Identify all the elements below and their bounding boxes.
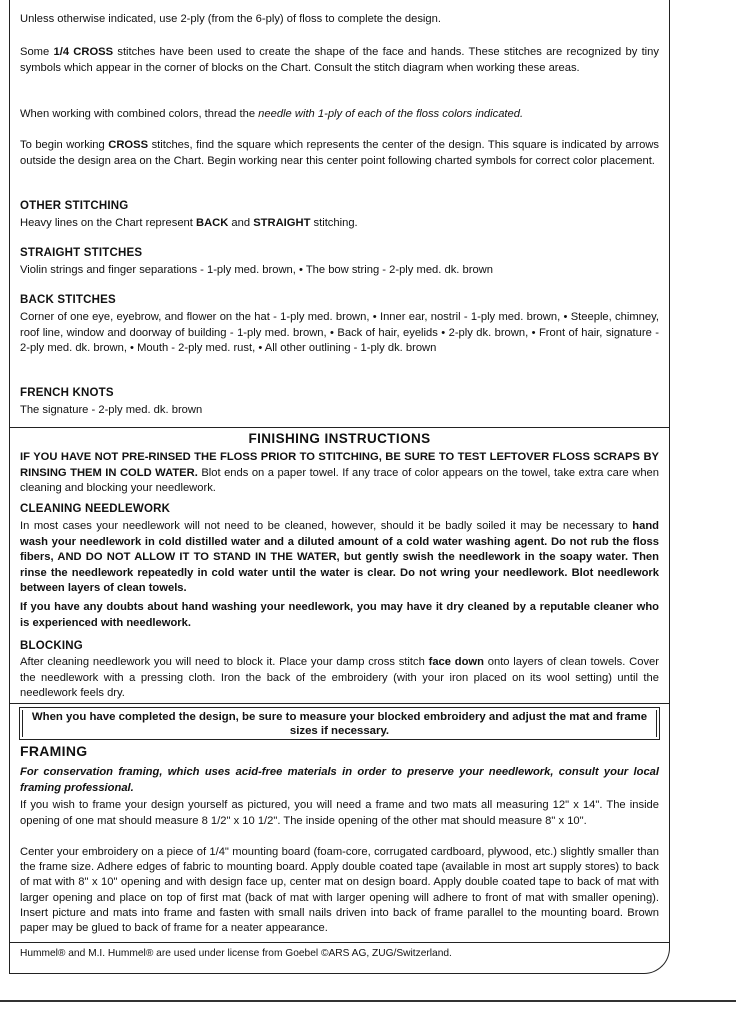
quarter-cross-note (20, 45, 659, 76)
framing-heading: FRAMING (20, 743, 88, 759)
combined-colors-note (20, 107, 659, 123)
text-span: Some (20, 46, 54, 58)
back-stitches-heading: BACK STITCHES (20, 294, 116, 306)
bold-span: hand wash your needlework in cold distilled water and a diluted amount of a cold water washing agent. Do not rub the floss fibers, AND DO NOT ALLOW IT TO STAND IN THE WATER, but gently swish the needlework in the soapy water. Then rinse the needlework repeatedly in cold water until the water is clear. Do not wring your needlework. Blot needlework between layers of clean towels. (20, 520, 659, 595)
straight-stitches-text: Violin strings and finger separations - 1-ply med. brown, • The bow string - 2-ply med. dk. brown (20, 264, 493, 276)
cross-keyword: CROSS (69, 46, 114, 58)
other-stitching-heading: OTHER STITCHING (20, 200, 129, 212)
text-span: stitches have been used to create the shape of the face and hands. These stitches are recognized by tiny symbols which appear in the corner of blocks on the Chart. Consult the stitch diagram when working these areas. (20, 46, 659, 74)
italic-span: needle with 1-ply of each of the floss colors indicated. (258, 108, 524, 120)
text-span: stitches, find the square which represents the center of the design. This square is indicated by arrows outside the design area on the Chart. Begin working near this center point following charted symbols for correct color placement. (20, 139, 659, 167)
back-stitches-text: Corner of one eye, eyebrow, and flower on the hat - 1-ply med. brown, • Inner ear, nostril - 1-ply med. brown, • Steeple, chimney, roof line, window and doorway of building - 1-ply med. brown, • Back of hair, eyelids • 2-ply dk. brown, • Front of hair, signature - 2-ply med. dk. brown, • Mouth - 2-ply med. rust, • All other outlining - 1-ply dk. brown (20, 311, 659, 355)
text-span: stitching. (310, 217, 358, 229)
center-start-note (20, 138, 659, 169)
straight-keyword: STRAIGHT (253, 217, 311, 229)
finishing-title: FINISHING INSTRUCTIONS (248, 431, 431, 446)
license-footer: Hummel® and M.I. Hummel® are used under license from Goebel ©ARS AG, ZUG/Switzerland. (20, 948, 452, 959)
blocking-text (20, 655, 659, 702)
finishing-instructions-section (10, 428, 669, 704)
text-span: When working with combined colors, thread the (20, 108, 259, 120)
mounting-text: Center your embroidery on a piece of 1/4" mounting board (foam-core, corrugated cardboard, plywood, etc.) slightly smaller than the frame size. Adhere edges of fabric to mounting board. Apply double coated tape (available in most art supply stores) to back of mat with 8" x 10" opening and with design face up, center mat on design board. Apply double coated tape to back of mat with larger opening and place on top of first mat (back of mat with larger opening will adhere to front of mat with smaller opening). Insert picture and mats into frame and fasten with small nails driven into back of frame parallel to the mounting board. Brown paper may be glued to back of frame for a neater appearance. (20, 846, 659, 935)
straight-stitches-heading: STRAIGHT STITCHES (20, 247, 143, 259)
page-bottom-edge (0, 1000, 736, 1002)
cleaning-text (20, 519, 659, 597)
prerinse-warning (20, 450, 659, 497)
text-span: To begin working (20, 139, 109, 151)
conservation-note: For conservation framing, which uses acid-free materials in order to preserve your needlework, consult your local framing professional. (20, 766, 659, 794)
french-knots-text: The signature - 2-ply med. dk. brown (20, 404, 203, 416)
text-span: onto layers of clean towels. Cover the needlework with a pressing cloth. Iron the back of the embroidery (with your iron placed on its wool setting) until the needlework feels dry. (20, 656, 659, 700)
text-span: Heavy lines on the Chart represent (20, 217, 196, 229)
cross-keyword: CROSS (108, 139, 149, 151)
text-span: and (228, 217, 254, 229)
fraction: 1/4 (53, 46, 70, 58)
footer-divider (10, 942, 669, 943)
text-span: In most cases your needlework will not need to be cleaned, however, should it be badly soiled it may be necessary to (20, 520, 633, 532)
blocking-heading: BLOCKING (20, 640, 83, 652)
text-span: After cleaning needlework you will need to block it. Place your damp cross stitch (20, 656, 429, 668)
frame-size-text: If you wish to frame your design yourself as pictured, you will need a frame and two mats all measuring 12" x 14". The inside opening of one mat should measure 8 1/2" x 10 1/2". The inside opening of the other mat should measure 8" x 10". (20, 799, 659, 827)
stitching-instructions-section (10, 0, 669, 428)
cleaning-heading: CLEANING NEEDLEWORK (20, 503, 171, 515)
dry-clean-note: If you have any doubts about hand washing your needlework, you may have it dry cleaned by a reputable cleaner who is experienced with needlework. (20, 601, 659, 629)
french-knots-heading: FRENCH KNOTS (20, 387, 114, 399)
back-keyword: BACK (196, 217, 229, 229)
other-stitching-text (20, 216, 659, 232)
floss-ply-note: Unless otherwise indicated, use 2-ply (from the 6-ply) of floss to complete the design. (20, 13, 441, 25)
text-span: Blot ends on a paper towel. If any trace of color appears on the towel, take extra care when cleaning and blocking your needlework. (20, 466, 659, 495)
instruction-sheet (9, 0, 670, 974)
bold-warning: IF YOU HAVE NOT PRE-RINSED THE FLOSS PRIOR TO STITCHING, BE SURE TO TEST LEFTOVER FLOSS SCRAPS BY RINSING THEM IN COLD WATER. (20, 451, 659, 479)
measure-notice-box: When you have completed the design, be sure to measure your blocked embroidery and adjust the mat and frame sizes if necessary. (19, 707, 660, 740)
face-down-keyword: face down (428, 656, 484, 668)
